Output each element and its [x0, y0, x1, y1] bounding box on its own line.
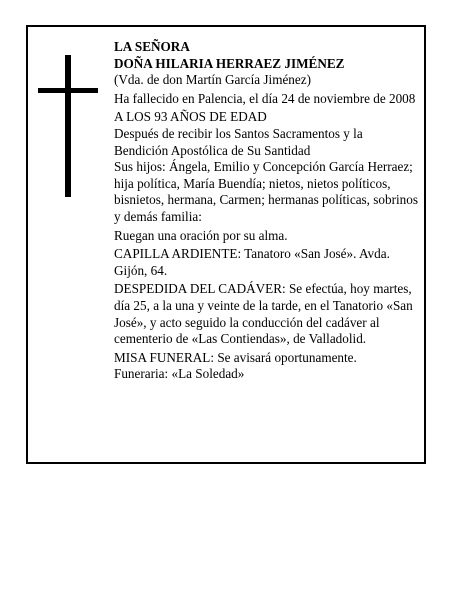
funeral-home-line: Funeraria: «La Soledad» [114, 366, 245, 382]
farewell-paragraph: DESPEDIDA DEL CADÁVER: Se efectúa, hoy martes, día 25, a la una y veinte de la tarde, en el Tanatorio «San José», y acto seguido la conducción del cadáver al cementerio de «Las Contiendas», de Valladolid. [114, 281, 413, 347]
age-line: A LOS 93 AÑOS DE EDAD [114, 109, 267, 125]
widow-of-line: (Vda. de don Martín García Jiménez) [114, 72, 312, 88]
chapel-paragraph: CAPILLA ARDIENTE: Tanatoro «San José». Avda. Gijón, 64. [114, 246, 390, 278]
cross-icon [38, 55, 98, 197]
cross-horizontal-bar [38, 88, 98, 93]
sacraments-line: Después de recibir los Santos Sacramentos y la Bendición Apostólica de Su Santidad [114, 125, 363, 158]
death-line: Ha fallecido en Palencia, el día 24 de noviembre de 2008 [114, 90, 416, 106]
notice-title: LA SEÑORA [114, 39, 190, 54]
deceased-name: DOÑA HILARIA HERRAEZ JIMÉNEZ [114, 55, 345, 71]
obituary-text [114, 39, 420, 383]
cross-vertical-bar [65, 55, 71, 197]
mass-line: MISA FUNERAL: Se avisará oportunamente. [114, 349, 357, 365]
prayer-line: Ruegan una oración por su alma. [114, 227, 288, 243]
family-paragraph: Sus hijos: Ángela, Emilio y Concepción García Herraez; hija política, María Buendía; nietos, nietos políticos, bisnietos, hermana, Carmen; hermanas políticas, sobrinos y demás familia: [114, 159, 418, 224]
